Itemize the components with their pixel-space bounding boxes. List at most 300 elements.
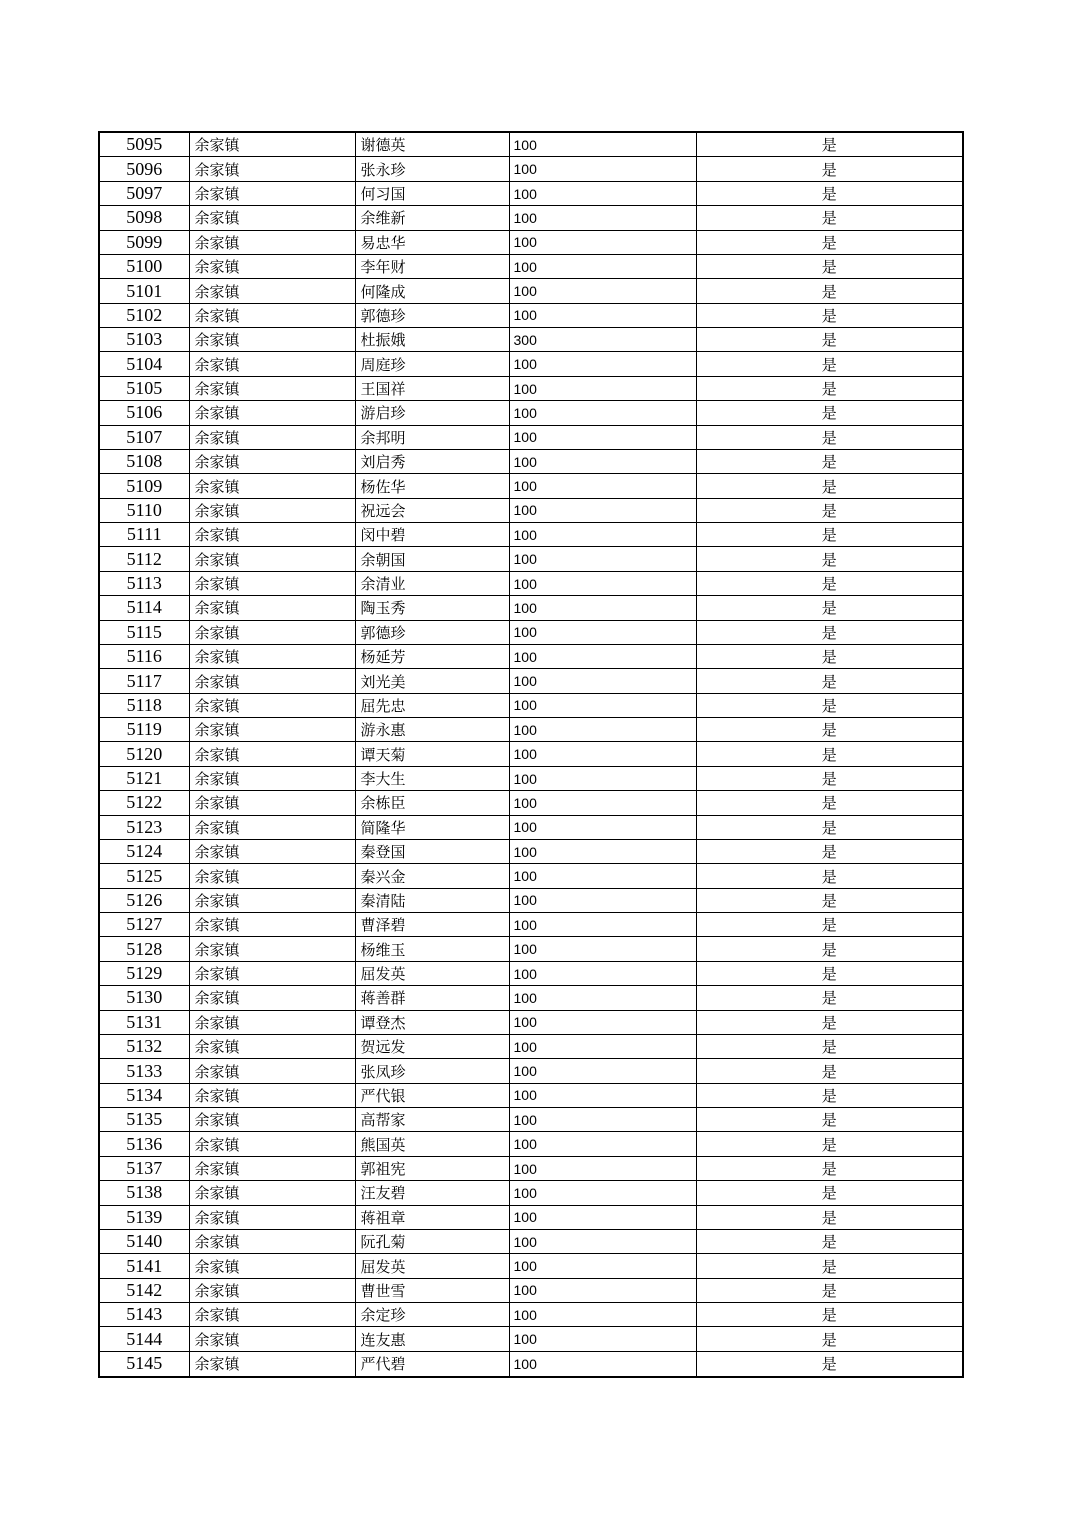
cell-person-name: 王国祥 bbox=[355, 376, 509, 400]
table-row bbox=[99, 1034, 963, 1058]
cell-town-name: 余家镇 bbox=[189, 254, 355, 278]
cell-person-name: 闵中碧 bbox=[355, 523, 509, 547]
cell-person-name: 秦清陆 bbox=[355, 888, 509, 912]
cell-amount: 100 bbox=[509, 230, 696, 254]
cell-confirm-flag: 是 bbox=[696, 839, 963, 863]
cell-confirm-flag: 是 bbox=[696, 132, 963, 157]
cell-amount: 100 bbox=[509, 279, 696, 303]
cell-town-name: 余家镇 bbox=[189, 839, 355, 863]
table-row bbox=[99, 1083, 963, 1107]
cell-amount: 100 bbox=[509, 523, 696, 547]
table-row bbox=[99, 620, 963, 644]
cell-record-id: 5145 bbox=[99, 1351, 189, 1377]
cell-person-name: 杨延芳 bbox=[355, 644, 509, 668]
cell-record-id: 5136 bbox=[99, 1132, 189, 1156]
cell-confirm-flag: 是 bbox=[696, 1254, 963, 1278]
cell-record-id: 5124 bbox=[99, 839, 189, 863]
cell-amount: 100 bbox=[509, 132, 696, 157]
cell-record-id: 5123 bbox=[99, 815, 189, 839]
table-row bbox=[99, 1132, 963, 1156]
table-row bbox=[99, 376, 963, 400]
cell-confirm-flag: 是 bbox=[696, 913, 963, 937]
cell-confirm-flag: 是 bbox=[696, 693, 963, 717]
table-row bbox=[99, 1351, 963, 1377]
cell-amount: 100 bbox=[509, 254, 696, 278]
cell-amount: 100 bbox=[509, 596, 696, 620]
cell-record-id: 5099 bbox=[99, 230, 189, 254]
cell-record-id: 5108 bbox=[99, 449, 189, 473]
cell-town-name: 余家镇 bbox=[189, 742, 355, 766]
cell-town-name: 余家镇 bbox=[189, 620, 355, 644]
cell-person-name: 李大生 bbox=[355, 766, 509, 790]
cell-town-name: 余家镇 bbox=[189, 766, 355, 790]
cell-person-name: 熊国英 bbox=[355, 1132, 509, 1156]
table-row bbox=[99, 352, 963, 376]
cell-record-id: 5135 bbox=[99, 1108, 189, 1132]
cell-confirm-flag: 是 bbox=[696, 303, 963, 327]
cell-person-name: 郭祖宪 bbox=[355, 1156, 509, 1180]
table-row bbox=[99, 766, 963, 790]
cell-confirm-flag: 是 bbox=[696, 376, 963, 400]
cell-town-name: 余家镇 bbox=[189, 718, 355, 742]
table-row bbox=[99, 571, 963, 595]
cell-record-id: 5114 bbox=[99, 596, 189, 620]
cell-person-name: 余定珍 bbox=[355, 1303, 509, 1327]
cell-confirm-flag: 是 bbox=[696, 181, 963, 205]
cell-record-id: 5109 bbox=[99, 474, 189, 498]
cell-person-name: 游启珍 bbox=[355, 401, 509, 425]
cell-record-id: 5112 bbox=[99, 547, 189, 571]
table-row bbox=[99, 498, 963, 522]
cell-town-name: 余家镇 bbox=[189, 864, 355, 888]
cell-confirm-flag: 是 bbox=[696, 1034, 963, 1058]
cell-person-name: 连友惠 bbox=[355, 1327, 509, 1351]
table-row bbox=[99, 791, 963, 815]
cell-amount: 100 bbox=[509, 547, 696, 571]
cell-person-name: 简隆华 bbox=[355, 815, 509, 839]
cell-town-name: 余家镇 bbox=[189, 1059, 355, 1083]
table-row bbox=[99, 230, 963, 254]
cell-record-id: 5144 bbox=[99, 1327, 189, 1351]
cell-confirm-flag: 是 bbox=[696, 620, 963, 644]
cell-person-name: 杨佐华 bbox=[355, 474, 509, 498]
cell-record-id: 5142 bbox=[99, 1278, 189, 1302]
cell-person-name: 何习国 bbox=[355, 181, 509, 205]
cell-record-id: 5106 bbox=[99, 401, 189, 425]
table-row bbox=[99, 1278, 963, 1302]
cell-confirm-flag: 是 bbox=[696, 401, 963, 425]
cell-confirm-flag: 是 bbox=[696, 644, 963, 668]
cell-amount: 100 bbox=[509, 1034, 696, 1058]
cell-confirm-flag: 是 bbox=[696, 791, 963, 815]
cell-amount: 100 bbox=[509, 1108, 696, 1132]
cell-confirm-flag: 是 bbox=[696, 474, 963, 498]
cell-amount: 100 bbox=[509, 937, 696, 961]
cell-amount: 100 bbox=[509, 1254, 696, 1278]
table-row bbox=[99, 206, 963, 230]
cell-amount: 100 bbox=[509, 1303, 696, 1327]
cell-record-id: 5110 bbox=[99, 498, 189, 522]
cell-town-name: 余家镇 bbox=[189, 1278, 355, 1302]
table-row bbox=[99, 1303, 963, 1327]
cell-amount: 100 bbox=[509, 206, 696, 230]
cell-record-id: 5143 bbox=[99, 1303, 189, 1327]
cell-record-id: 5096 bbox=[99, 157, 189, 181]
cell-town-name: 余家镇 bbox=[189, 1083, 355, 1107]
cell-town-name: 余家镇 bbox=[189, 913, 355, 937]
cell-confirm-flag: 是 bbox=[696, 815, 963, 839]
cell-confirm-flag: 是 bbox=[696, 523, 963, 547]
cell-record-id: 5134 bbox=[99, 1083, 189, 1107]
cell-record-id: 5131 bbox=[99, 1010, 189, 1034]
cell-person-name: 秦登国 bbox=[355, 839, 509, 863]
cell-town-name: 余家镇 bbox=[189, 498, 355, 522]
cell-town-name: 余家镇 bbox=[189, 693, 355, 717]
cell-amount: 100 bbox=[509, 766, 696, 790]
cell-town-name: 余家镇 bbox=[189, 547, 355, 571]
cell-person-name: 谭天菊 bbox=[355, 742, 509, 766]
table-row bbox=[99, 718, 963, 742]
cell-person-name: 阮孔菊 bbox=[355, 1229, 509, 1253]
cell-record-id: 5116 bbox=[99, 644, 189, 668]
cell-confirm-flag: 是 bbox=[696, 742, 963, 766]
cell-town-name: 余家镇 bbox=[189, 1132, 355, 1156]
cell-amount: 100 bbox=[509, 815, 696, 839]
cell-town-name: 余家镇 bbox=[189, 1034, 355, 1058]
cell-person-name: 李年财 bbox=[355, 254, 509, 278]
cell-record-id: 5126 bbox=[99, 888, 189, 912]
cell-town-name: 余家镇 bbox=[189, 1303, 355, 1327]
cell-record-id: 5100 bbox=[99, 254, 189, 278]
cell-town-name: 余家镇 bbox=[189, 791, 355, 815]
cell-town-name: 余家镇 bbox=[189, 1010, 355, 1034]
cell-person-name: 游永惠 bbox=[355, 718, 509, 742]
cell-confirm-flag: 是 bbox=[696, 328, 963, 352]
cell-amount: 100 bbox=[509, 498, 696, 522]
cell-amount: 100 bbox=[509, 693, 696, 717]
cell-record-id: 5105 bbox=[99, 376, 189, 400]
cell-confirm-flag: 是 bbox=[696, 888, 963, 912]
cell-amount: 100 bbox=[509, 669, 696, 693]
cell-town-name: 余家镇 bbox=[189, 328, 355, 352]
cell-record-id: 5130 bbox=[99, 986, 189, 1010]
cell-record-id: 5119 bbox=[99, 718, 189, 742]
cell-record-id: 5095 bbox=[99, 132, 189, 157]
cell-town-name: 余家镇 bbox=[189, 401, 355, 425]
table-row bbox=[99, 474, 963, 498]
cell-town-name: 余家镇 bbox=[189, 1254, 355, 1278]
table-row bbox=[99, 157, 963, 181]
cell-person-name: 郭德珍 bbox=[355, 303, 509, 327]
cell-record-id: 5120 bbox=[99, 742, 189, 766]
table-row bbox=[99, 913, 963, 937]
cell-town-name: 余家镇 bbox=[189, 815, 355, 839]
cell-confirm-flag: 是 bbox=[696, 986, 963, 1010]
cell-confirm-flag: 是 bbox=[696, 1108, 963, 1132]
cell-town-name: 余家镇 bbox=[189, 206, 355, 230]
table-row bbox=[99, 1254, 963, 1278]
cell-record-id: 5132 bbox=[99, 1034, 189, 1058]
cell-confirm-flag: 是 bbox=[696, 961, 963, 985]
cell-amount: 100 bbox=[509, 1351, 696, 1377]
cell-record-id: 5103 bbox=[99, 328, 189, 352]
table-row bbox=[99, 864, 963, 888]
cell-person-name: 余清业 bbox=[355, 571, 509, 595]
cell-town-name: 余家镇 bbox=[189, 1229, 355, 1253]
cell-confirm-flag: 是 bbox=[696, 1059, 963, 1083]
cell-record-id: 5139 bbox=[99, 1205, 189, 1229]
cell-town-name: 余家镇 bbox=[189, 157, 355, 181]
cell-record-id: 5102 bbox=[99, 303, 189, 327]
cell-confirm-flag: 是 bbox=[696, 1327, 963, 1351]
cell-record-id: 5104 bbox=[99, 352, 189, 376]
cell-amount: 100 bbox=[509, 742, 696, 766]
table-row bbox=[99, 547, 963, 571]
cell-town-name: 余家镇 bbox=[189, 1181, 355, 1205]
cell-amount: 100 bbox=[509, 620, 696, 644]
cell-person-name: 严代碧 bbox=[355, 1351, 509, 1377]
cell-person-name: 曹世雪 bbox=[355, 1278, 509, 1302]
cell-confirm-flag: 是 bbox=[696, 864, 963, 888]
cell-person-name: 余栋臣 bbox=[355, 791, 509, 815]
cell-amount: 100 bbox=[509, 1132, 696, 1156]
cell-record-id: 5129 bbox=[99, 961, 189, 985]
cell-confirm-flag: 是 bbox=[696, 425, 963, 449]
cell-confirm-flag: 是 bbox=[696, 1205, 963, 1229]
cell-town-name: 余家镇 bbox=[189, 352, 355, 376]
table-row bbox=[99, 986, 963, 1010]
cell-amount: 100 bbox=[509, 449, 696, 473]
cell-town-name: 余家镇 bbox=[189, 669, 355, 693]
table-row bbox=[99, 328, 963, 352]
cell-person-name: 高帮家 bbox=[355, 1108, 509, 1132]
cell-confirm-flag: 是 bbox=[696, 157, 963, 181]
cell-record-id: 5138 bbox=[99, 1181, 189, 1205]
cell-person-name: 张永珍 bbox=[355, 157, 509, 181]
table-row bbox=[99, 1327, 963, 1351]
cell-person-name: 陶玉秀 bbox=[355, 596, 509, 620]
cell-town-name: 余家镇 bbox=[189, 279, 355, 303]
cell-confirm-flag: 是 bbox=[696, 547, 963, 571]
cell-record-id: 5128 bbox=[99, 937, 189, 961]
table-row bbox=[99, 596, 963, 620]
cell-town-name: 余家镇 bbox=[189, 986, 355, 1010]
cell-town-name: 余家镇 bbox=[189, 425, 355, 449]
cell-record-id: 5118 bbox=[99, 693, 189, 717]
cell-person-name: 谭登杰 bbox=[355, 1010, 509, 1034]
cell-person-name: 张凤珍 bbox=[355, 1059, 509, 1083]
cell-amount: 100 bbox=[509, 839, 696, 863]
cell-person-name: 余维新 bbox=[355, 206, 509, 230]
cell-amount: 100 bbox=[509, 181, 696, 205]
table-row bbox=[99, 1108, 963, 1132]
cell-person-name: 汪友碧 bbox=[355, 1181, 509, 1205]
cell-record-id: 5141 bbox=[99, 1254, 189, 1278]
cell-amount: 100 bbox=[509, 1059, 696, 1083]
cell-confirm-flag: 是 bbox=[696, 449, 963, 473]
cell-confirm-flag: 是 bbox=[696, 206, 963, 230]
cell-person-name: 周庭珍 bbox=[355, 352, 509, 376]
cell-person-name: 曹泽碧 bbox=[355, 913, 509, 937]
cell-town-name: 余家镇 bbox=[189, 181, 355, 205]
cell-town-name: 余家镇 bbox=[189, 1108, 355, 1132]
cell-record-id: 5101 bbox=[99, 279, 189, 303]
cell-town-name: 余家镇 bbox=[189, 474, 355, 498]
cell-person-name: 祝远会 bbox=[355, 498, 509, 522]
cell-town-name: 余家镇 bbox=[189, 376, 355, 400]
cell-confirm-flag: 是 bbox=[696, 1181, 963, 1205]
cell-confirm-flag: 是 bbox=[696, 669, 963, 693]
cell-amount: 100 bbox=[509, 1010, 696, 1034]
cell-record-id: 5122 bbox=[99, 791, 189, 815]
table-row bbox=[99, 132, 963, 157]
cell-record-id: 5111 bbox=[99, 523, 189, 547]
table-row bbox=[99, 523, 963, 547]
cell-amount: 100 bbox=[509, 157, 696, 181]
cell-amount: 100 bbox=[509, 571, 696, 595]
table-row bbox=[99, 401, 963, 425]
cell-confirm-flag: 是 bbox=[696, 1156, 963, 1180]
cell-person-name: 屈先忠 bbox=[355, 693, 509, 717]
cell-town-name: 余家镇 bbox=[189, 230, 355, 254]
cell-person-name: 余朝国 bbox=[355, 547, 509, 571]
cell-amount: 100 bbox=[509, 1205, 696, 1229]
table-row bbox=[99, 815, 963, 839]
cell-amount: 100 bbox=[509, 1229, 696, 1253]
cell-town-name: 余家镇 bbox=[189, 1351, 355, 1377]
cell-amount: 100 bbox=[509, 303, 696, 327]
cell-confirm-flag: 是 bbox=[696, 1132, 963, 1156]
table-row bbox=[99, 181, 963, 205]
cell-amount: 100 bbox=[509, 425, 696, 449]
cell-amount: 100 bbox=[509, 352, 696, 376]
cell-town-name: 余家镇 bbox=[189, 132, 355, 157]
cell-town-name: 余家镇 bbox=[189, 644, 355, 668]
cell-town-name: 余家镇 bbox=[189, 571, 355, 595]
table-row bbox=[99, 693, 963, 717]
cell-person-name: 杨维玉 bbox=[355, 937, 509, 961]
cell-confirm-flag: 是 bbox=[696, 718, 963, 742]
cell-person-name: 屈发英 bbox=[355, 1254, 509, 1278]
cell-person-name: 蒋善群 bbox=[355, 986, 509, 1010]
cell-confirm-flag: 是 bbox=[696, 230, 963, 254]
cell-town-name: 余家镇 bbox=[189, 523, 355, 547]
cell-amount: 100 bbox=[509, 913, 696, 937]
cell-amount: 100 bbox=[509, 718, 696, 742]
cell-town-name: 余家镇 bbox=[189, 1205, 355, 1229]
cell-amount: 100 bbox=[509, 1278, 696, 1302]
cell-record-id: 5117 bbox=[99, 669, 189, 693]
table-row bbox=[99, 425, 963, 449]
cell-town-name: 余家镇 bbox=[189, 1156, 355, 1180]
cell-person-name: 余邦明 bbox=[355, 425, 509, 449]
cell-amount: 100 bbox=[509, 644, 696, 668]
cell-person-name: 谢德英 bbox=[355, 132, 509, 157]
table-row bbox=[99, 742, 963, 766]
cell-person-name: 严代银 bbox=[355, 1083, 509, 1107]
cell-town-name: 余家镇 bbox=[189, 961, 355, 985]
table-row bbox=[99, 888, 963, 912]
cell-confirm-flag: 是 bbox=[696, 766, 963, 790]
cell-amount: 100 bbox=[509, 986, 696, 1010]
table-row bbox=[99, 254, 963, 278]
cell-person-name: 蒋祖章 bbox=[355, 1205, 509, 1229]
table-row bbox=[99, 1181, 963, 1205]
cell-record-id: 5097 bbox=[99, 181, 189, 205]
cell-record-id: 5113 bbox=[99, 571, 189, 595]
cell-confirm-flag: 是 bbox=[696, 352, 963, 376]
cell-confirm-flag: 是 bbox=[696, 254, 963, 278]
cell-person-name: 易忠华 bbox=[355, 230, 509, 254]
table-row bbox=[99, 1229, 963, 1253]
cell-confirm-flag: 是 bbox=[696, 937, 963, 961]
cell-town-name: 余家镇 bbox=[189, 303, 355, 327]
cell-amount: 100 bbox=[509, 1083, 696, 1107]
cell-record-id: 5115 bbox=[99, 620, 189, 644]
cell-amount: 100 bbox=[509, 1327, 696, 1351]
records-table-body bbox=[99, 132, 963, 1377]
cell-amount: 100 bbox=[509, 376, 696, 400]
table-row bbox=[99, 303, 963, 327]
cell-town-name: 余家镇 bbox=[189, 1327, 355, 1351]
table-row bbox=[99, 1059, 963, 1083]
table-row bbox=[99, 1010, 963, 1034]
records-table bbox=[98, 131, 964, 1378]
table-row bbox=[99, 937, 963, 961]
table-row bbox=[99, 1156, 963, 1180]
cell-record-id: 5133 bbox=[99, 1059, 189, 1083]
cell-person-name: 刘启秀 bbox=[355, 449, 509, 473]
table-row bbox=[99, 669, 963, 693]
table-row bbox=[99, 279, 963, 303]
cell-amount: 100 bbox=[509, 474, 696, 498]
cell-town-name: 余家镇 bbox=[189, 596, 355, 620]
table-row bbox=[99, 1205, 963, 1229]
table-row bbox=[99, 644, 963, 668]
cell-person-name: 屈发英 bbox=[355, 961, 509, 985]
cell-confirm-flag: 是 bbox=[696, 1010, 963, 1034]
cell-confirm-flag: 是 bbox=[696, 279, 963, 303]
cell-confirm-flag: 是 bbox=[696, 1083, 963, 1107]
cell-town-name: 余家镇 bbox=[189, 937, 355, 961]
cell-record-id: 5107 bbox=[99, 425, 189, 449]
cell-person-name: 郭德珍 bbox=[355, 620, 509, 644]
cell-record-id: 5125 bbox=[99, 864, 189, 888]
cell-amount: 100 bbox=[509, 401, 696, 425]
cell-town-name: 余家镇 bbox=[189, 449, 355, 473]
cell-confirm-flag: 是 bbox=[696, 1278, 963, 1302]
cell-amount: 100 bbox=[509, 1156, 696, 1180]
cell-amount: 100 bbox=[509, 888, 696, 912]
cell-person-name: 贺远发 bbox=[355, 1034, 509, 1058]
cell-confirm-flag: 是 bbox=[696, 596, 963, 620]
cell-person-name: 秦兴金 bbox=[355, 864, 509, 888]
cell-amount: 100 bbox=[509, 1181, 696, 1205]
cell-person-name: 何隆成 bbox=[355, 279, 509, 303]
cell-person-name: 刘光美 bbox=[355, 669, 509, 693]
cell-confirm-flag: 是 bbox=[696, 571, 963, 595]
cell-record-id: 5098 bbox=[99, 206, 189, 230]
cell-record-id: 5127 bbox=[99, 913, 189, 937]
cell-confirm-flag: 是 bbox=[696, 1351, 963, 1377]
table-row bbox=[99, 839, 963, 863]
cell-amount: 100 bbox=[509, 961, 696, 985]
cell-record-id: 5121 bbox=[99, 766, 189, 790]
cell-confirm-flag: 是 bbox=[696, 1229, 963, 1253]
table-row bbox=[99, 961, 963, 985]
cell-town-name: 余家镇 bbox=[189, 888, 355, 912]
cell-amount: 100 bbox=[509, 864, 696, 888]
